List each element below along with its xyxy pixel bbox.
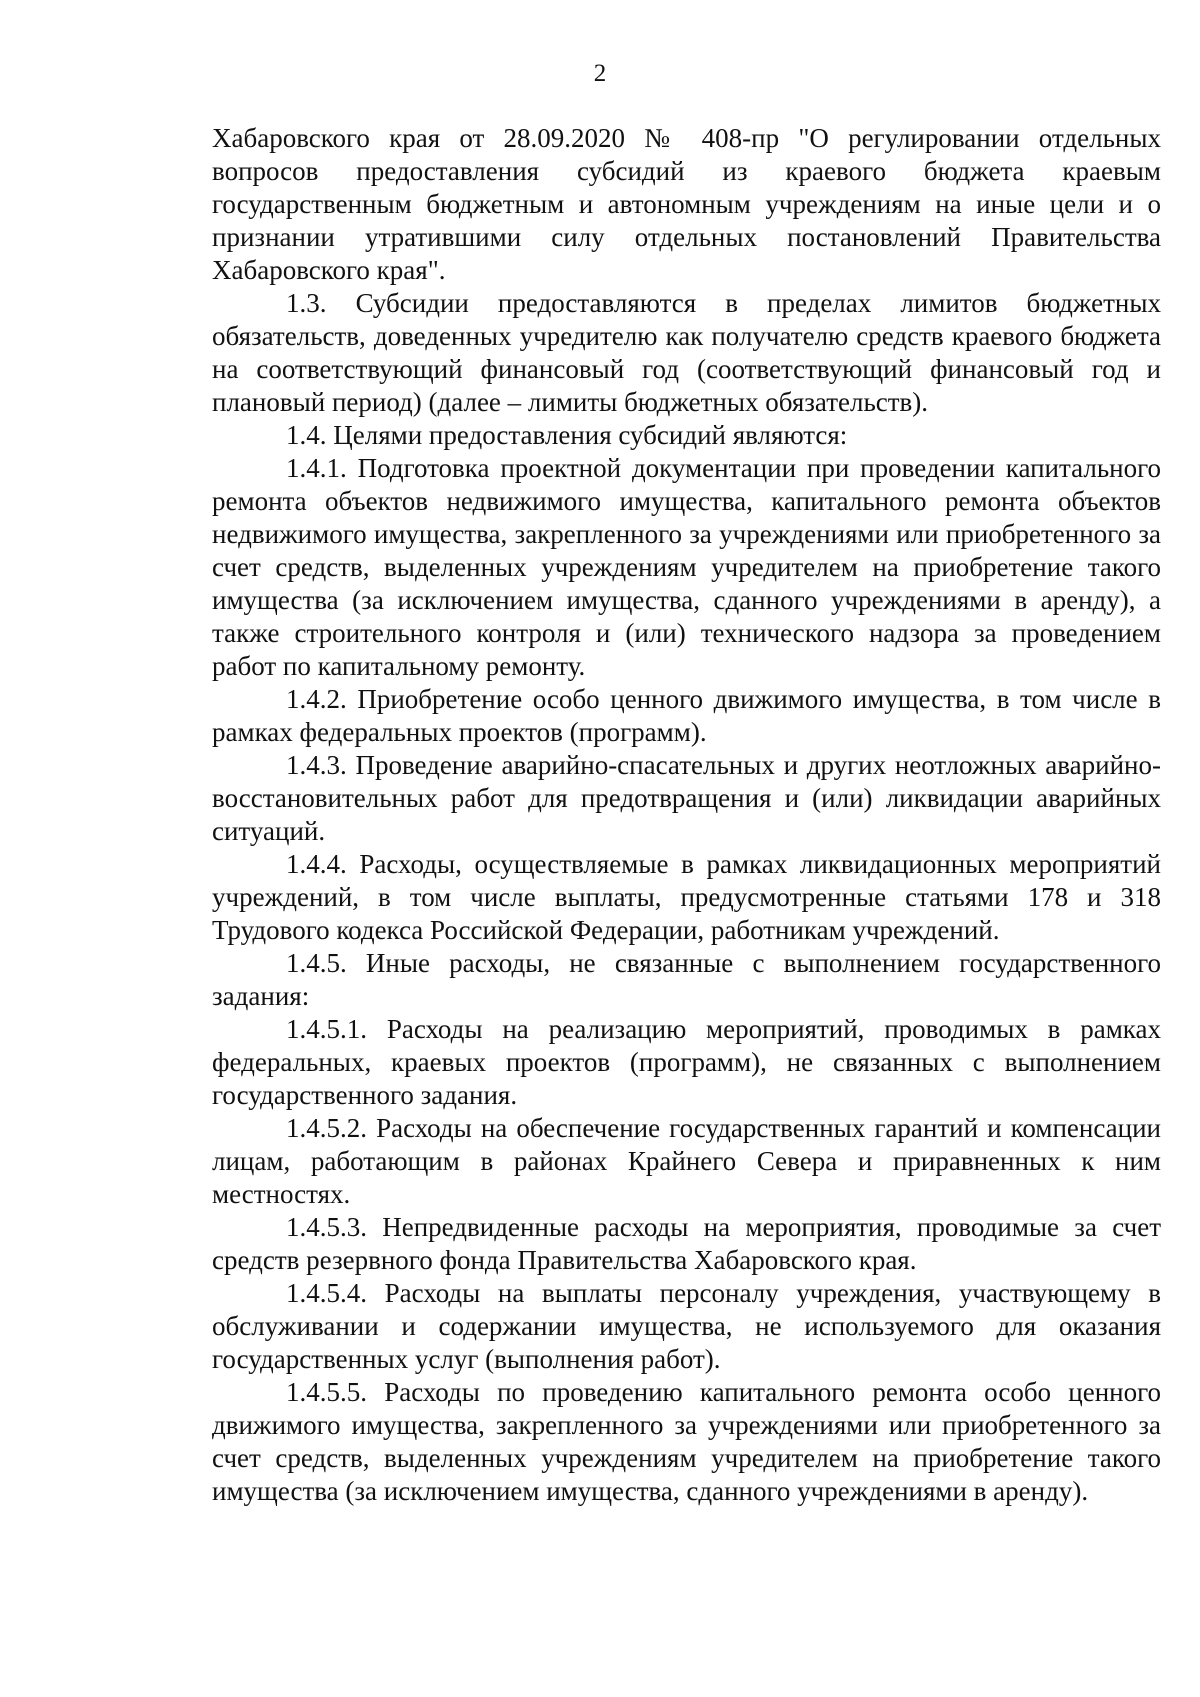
page-number: 2: [593, 60, 607, 87]
paragraph-1-3: 1.3. Субсидии предоставляются в пределах лимитов бюджетных обязательств, доведенных учредителю как получателю средств краевого бюджета на соответствующий финансовый год (соответствующий финансовый год и плановый период) (далее – лимиты бюджетных обязательств).: [212, 288, 1161, 417]
paragraph-1-4-5-4: 1.4.5.4. Расходы на выплаты персоналу учреждения, участвующему в обслуживании и содержании имущества, не используемого для оказания государственных услуг (выполнения работ).: [212, 1278, 1161, 1374]
paragraph-1-4-5-2: 1.4.5.2. Расходы на обеспечение государственных гарантий и компенсации лицам, работающим в районах Крайнего Севера и приравненных к ним местностях.: [212, 1113, 1161, 1209]
paragraph-1-4: 1.4. Целями предоставления субсидий являются:: [286, 420, 848, 450]
document-body: [212, 122, 1161, 1508]
paragraph-continuation: Хабаровского края от 28.09.2020 № 408-пр "О регулировании отдельных вопросов предоставления субсидий из краевого бюджета краевым государственным бюджетным и автономным учреждениям на иные цели и о признании утратившими силу отдельных постановлений Правительства Хабаровского края".: [212, 123, 1161, 285]
paragraph-1-4-5: 1.4.5. Иные расходы, не связанные с выполнением государственного задания:: [212, 948, 1161, 1011]
paragraph-1-4-5-1: 1.4.5.1. Расходы на реализацию мероприятий, проводимых в рамках федеральных, краевых проектов (программ), не связанных с выполнением государственного задания.: [212, 1014, 1161, 1110]
paragraph-1-4-4: 1.4.4. Расходы, осуществляемые в рамках ликвидационных мероприятий учреждений, в том числе выплаты, предусмотренные статьями 178 и 318 Трудового кодекса Российской Федерации, работникам учреждений.: [212, 849, 1161, 945]
paragraph-1-4-2: 1.4.2. Приобретение особо ценного движимого имущества, в том числе в рамках федеральных проектов (программ).: [212, 684, 1161, 747]
paragraph-1-4-1: 1.4.1. Подготовка проектной документации при проведении капитального ремонта объектов недвижимого имущества, капитального ремонта объектов недвижимого имущества, закрепленного за учреждениями или приобретенного за счет средств, выделенных учреждениям учредителем на приобретение такого имущества (за исключением имущества, сданного учреждениями в аренду), а также строительного контроля и (или) технического надзора за проведением работ по капитальному ремонту.: [212, 453, 1161, 681]
paragraph-1-4-3: 1.4.3. Проведение аварийно-спасательных и других неотложных аварийно-восстановительных работ для предотвращения и (или) ликвидации аварийных ситуаций.: [212, 750, 1161, 846]
paragraph-1-4-5-5: 1.4.5.5. Расходы по проведению капитального ремонта особо ценного движимого имущества, закрепленного за учреждениями или приобретенного за счет средств, выделенных учреждениям учредителем на приобретение такого имущества (за исключением имущества, сданного учреждениями в аренду).: [212, 1377, 1161, 1506]
paragraph-1-4-5-3: 1.4.5.3. Непредвиденные расходы на мероприятия, проводимые за счет средств резервного фонда Правительства Хабаровского края.: [212, 1212, 1161, 1275]
